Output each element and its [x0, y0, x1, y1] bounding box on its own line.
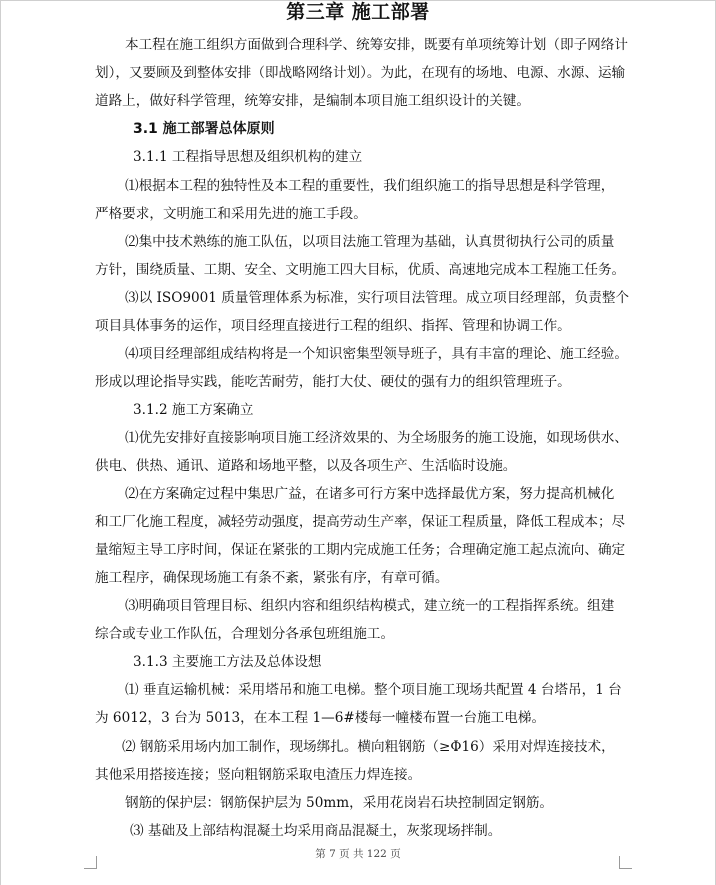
subsection-heading: 3.1.2 施工方案确立 [133, 402, 254, 418]
chapter-title: 第三章 施工部署 [286, 1, 430, 23]
page-edge-left [0, 0, 1, 885]
paragraph-line: 和工厂化施工程度，减轻劳动强度，提高劳动生产率，保证工程质量，降低工程成本；尽 [95, 514, 626, 530]
paragraph-line: 综合或专业工作队伍，合理划分各承包班组施工。 [95, 626, 395, 642]
paragraph-line: 供电、供热、通讯、道路和场地平整，以及各项生产、生活临时设施。 [95, 458, 517, 474]
paragraph-line: 形成以理论指导实践，能吃苦耐劳，能打大仗、硬仗的强有力的组织管理班子。 [95, 374, 571, 390]
paragraph-line: 量缩短主导工序时间，保证在紧张的工期内完成施工任务；合理确定施工起点流向、确定 [95, 542, 626, 558]
subsection-heading: 3.1.3 主要施工方法及总体设想 [133, 654, 322, 670]
paragraph-line: 划），又要顾及到整体安排（即战略网络计划）。为此，在现有的场地、电源、水源、运输 [95, 65, 626, 81]
paragraph-line: 道路上，做好科学管理，统筹安排，是编制本项目施工组织设计的关键。 [95, 93, 530, 109]
paragraph-line: 其他采用搭接连接；竖向粗钢筋采取电渣压力焊连接。 [95, 767, 422, 783]
paragraph-line: ⑴优先安排好直接影响项目施工经济效果的、为全场服务的施工设施，如现场供水、 [125, 430, 628, 446]
paragraph-line: ⑶ 基础及上部结构混凝土均采用商品混凝土，灰浆现场拌制。 [130, 823, 502, 839]
paragraph-line: 钢筋的保护层：钢筋保护层为 50mm，采用花岗岩石块控制固定钢筋。 [125, 795, 554, 811]
paragraph-line: ⑷项目经理部组成结构将是一个知识密集型领导班子，具有丰富的理论、施工经验。 [125, 346, 628, 362]
page-number-footer: 第 7 页 共 122 页 [315, 848, 401, 860]
paragraph-line: 施工程序，确保现场施工有条不紊，紧张有序，有章可循。 [95, 570, 449, 586]
paragraph-line: ⑵在方案确定过程中集思广益，在诸多可行方案中选择最优方案，努力提高机械化 [125, 486, 615, 502]
subsection-heading: 3.1.1 工程指导思想及组织机构的建立 [133, 149, 363, 165]
section-heading: 3.1 施工部署总体原则 [133, 121, 275, 137]
paragraph-line: 为 6012，3 台为 5013，在本工程 1—6#楼每一幢楼布置一台施工电梯。 [95, 710, 546, 726]
paragraph-line: ⑵ 钢筋采用场内加工制作，现场绑扎。横向粗钢筋（≥Φ16）采用对焊连接技术， [122, 739, 615, 755]
paragraph-line: 本工程在施工组织方面做到合理科学、统筹安排，既要有单项统筹计划（即子网络计 [125, 37, 628, 53]
paragraph-line: ⑴ 垂直运输机械：采用塔吊和施工电梯。整个项目施工现场共配置 4 台塔吊，1 台 [125, 682, 622, 698]
paragraph-line: 项目具体事务的运作，项目经理直接进行工程的组织、指挥、管理和协调工作。 [95, 318, 571, 334]
paragraph-line: ⑶以 ISO9001 质量管理体系为标准，实行项目法管理。成立项目经理部，负责整个 [125, 290, 630, 306]
paragraph-line: ⑶明确项目管理目标、组织内容和组织结构模式，建立统一的工程指挥系统。组建 [125, 598, 615, 614]
paragraph-line: 方针，围绕质量、工期、安全、文明施工四大目标，优质、高速地完成本工程施工任务。 [95, 262, 626, 278]
paragraph-line: ⑴根据本工程的独特性及本工程的重要性，我们组织施工的指导思想是科学管理， [125, 178, 615, 194]
paragraph-line: ⑵集中技术熟练的施工队伍，以项目法施工管理为基础，认真贯彻执行公司的质量 [125, 234, 615, 250]
paragraph-line: 严格要求，文明施工和采用先进的施工手段。 [95, 206, 367, 222]
